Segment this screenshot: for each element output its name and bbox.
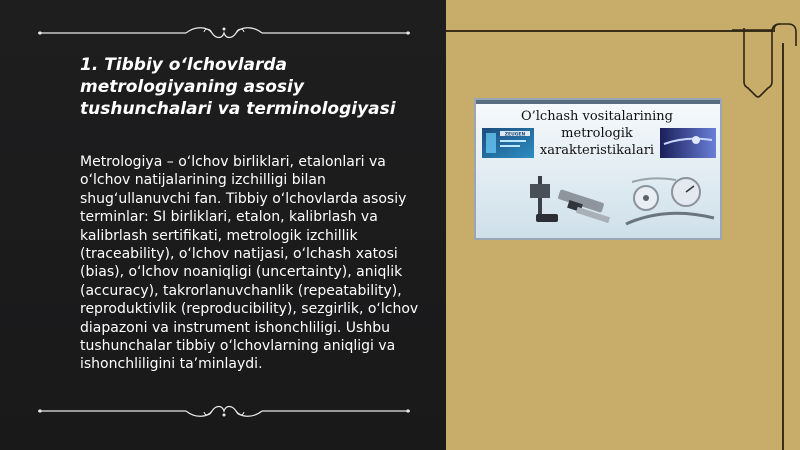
bottom-ornament-divider [36,403,412,419]
slide-body-text: Metrologiya – o‘lchov birliklari, etalonlari va o‘lchov natijalarining izchilligi bilan shug‘ullanuvchi fan. Tibbiy o‘lchovlarda asosiy terminlar: SI birliklari, etalon, kalibrlash va kalibrlash sertifikati, metrologik izchillik (traceability), o‘lchov natijasi, o‘lchash xatosi (bias), o‘lchov noaniqligi (uncertainty), aniqlik (accuracy), takrorlanuvchanlik (repeatability), reproduktivlik (reproducibility), sezgirlik, o‘lchov diapazoni va instrument ishonchliligi. Ushbu tushunchalar tibbiy o‘lchovlarning aniqligi va ishonchliligini ta’minlaydi. [80,154,419,373]
photo-caption: O’lchash vositalarining metrologik xarakteristikalari [520,109,673,158]
photo-logo-text: ZEUGEN [504,132,526,138]
instrument-photo-card [474,98,722,240]
top-ornament-divider [36,25,412,41]
bookmark-ribbon-icon [718,16,800,108]
slide-title: 1. Tibbiy o‘lchovlarda metrologiyaning asosiy tushunchalari va terminologiyasi [80,55,396,119]
